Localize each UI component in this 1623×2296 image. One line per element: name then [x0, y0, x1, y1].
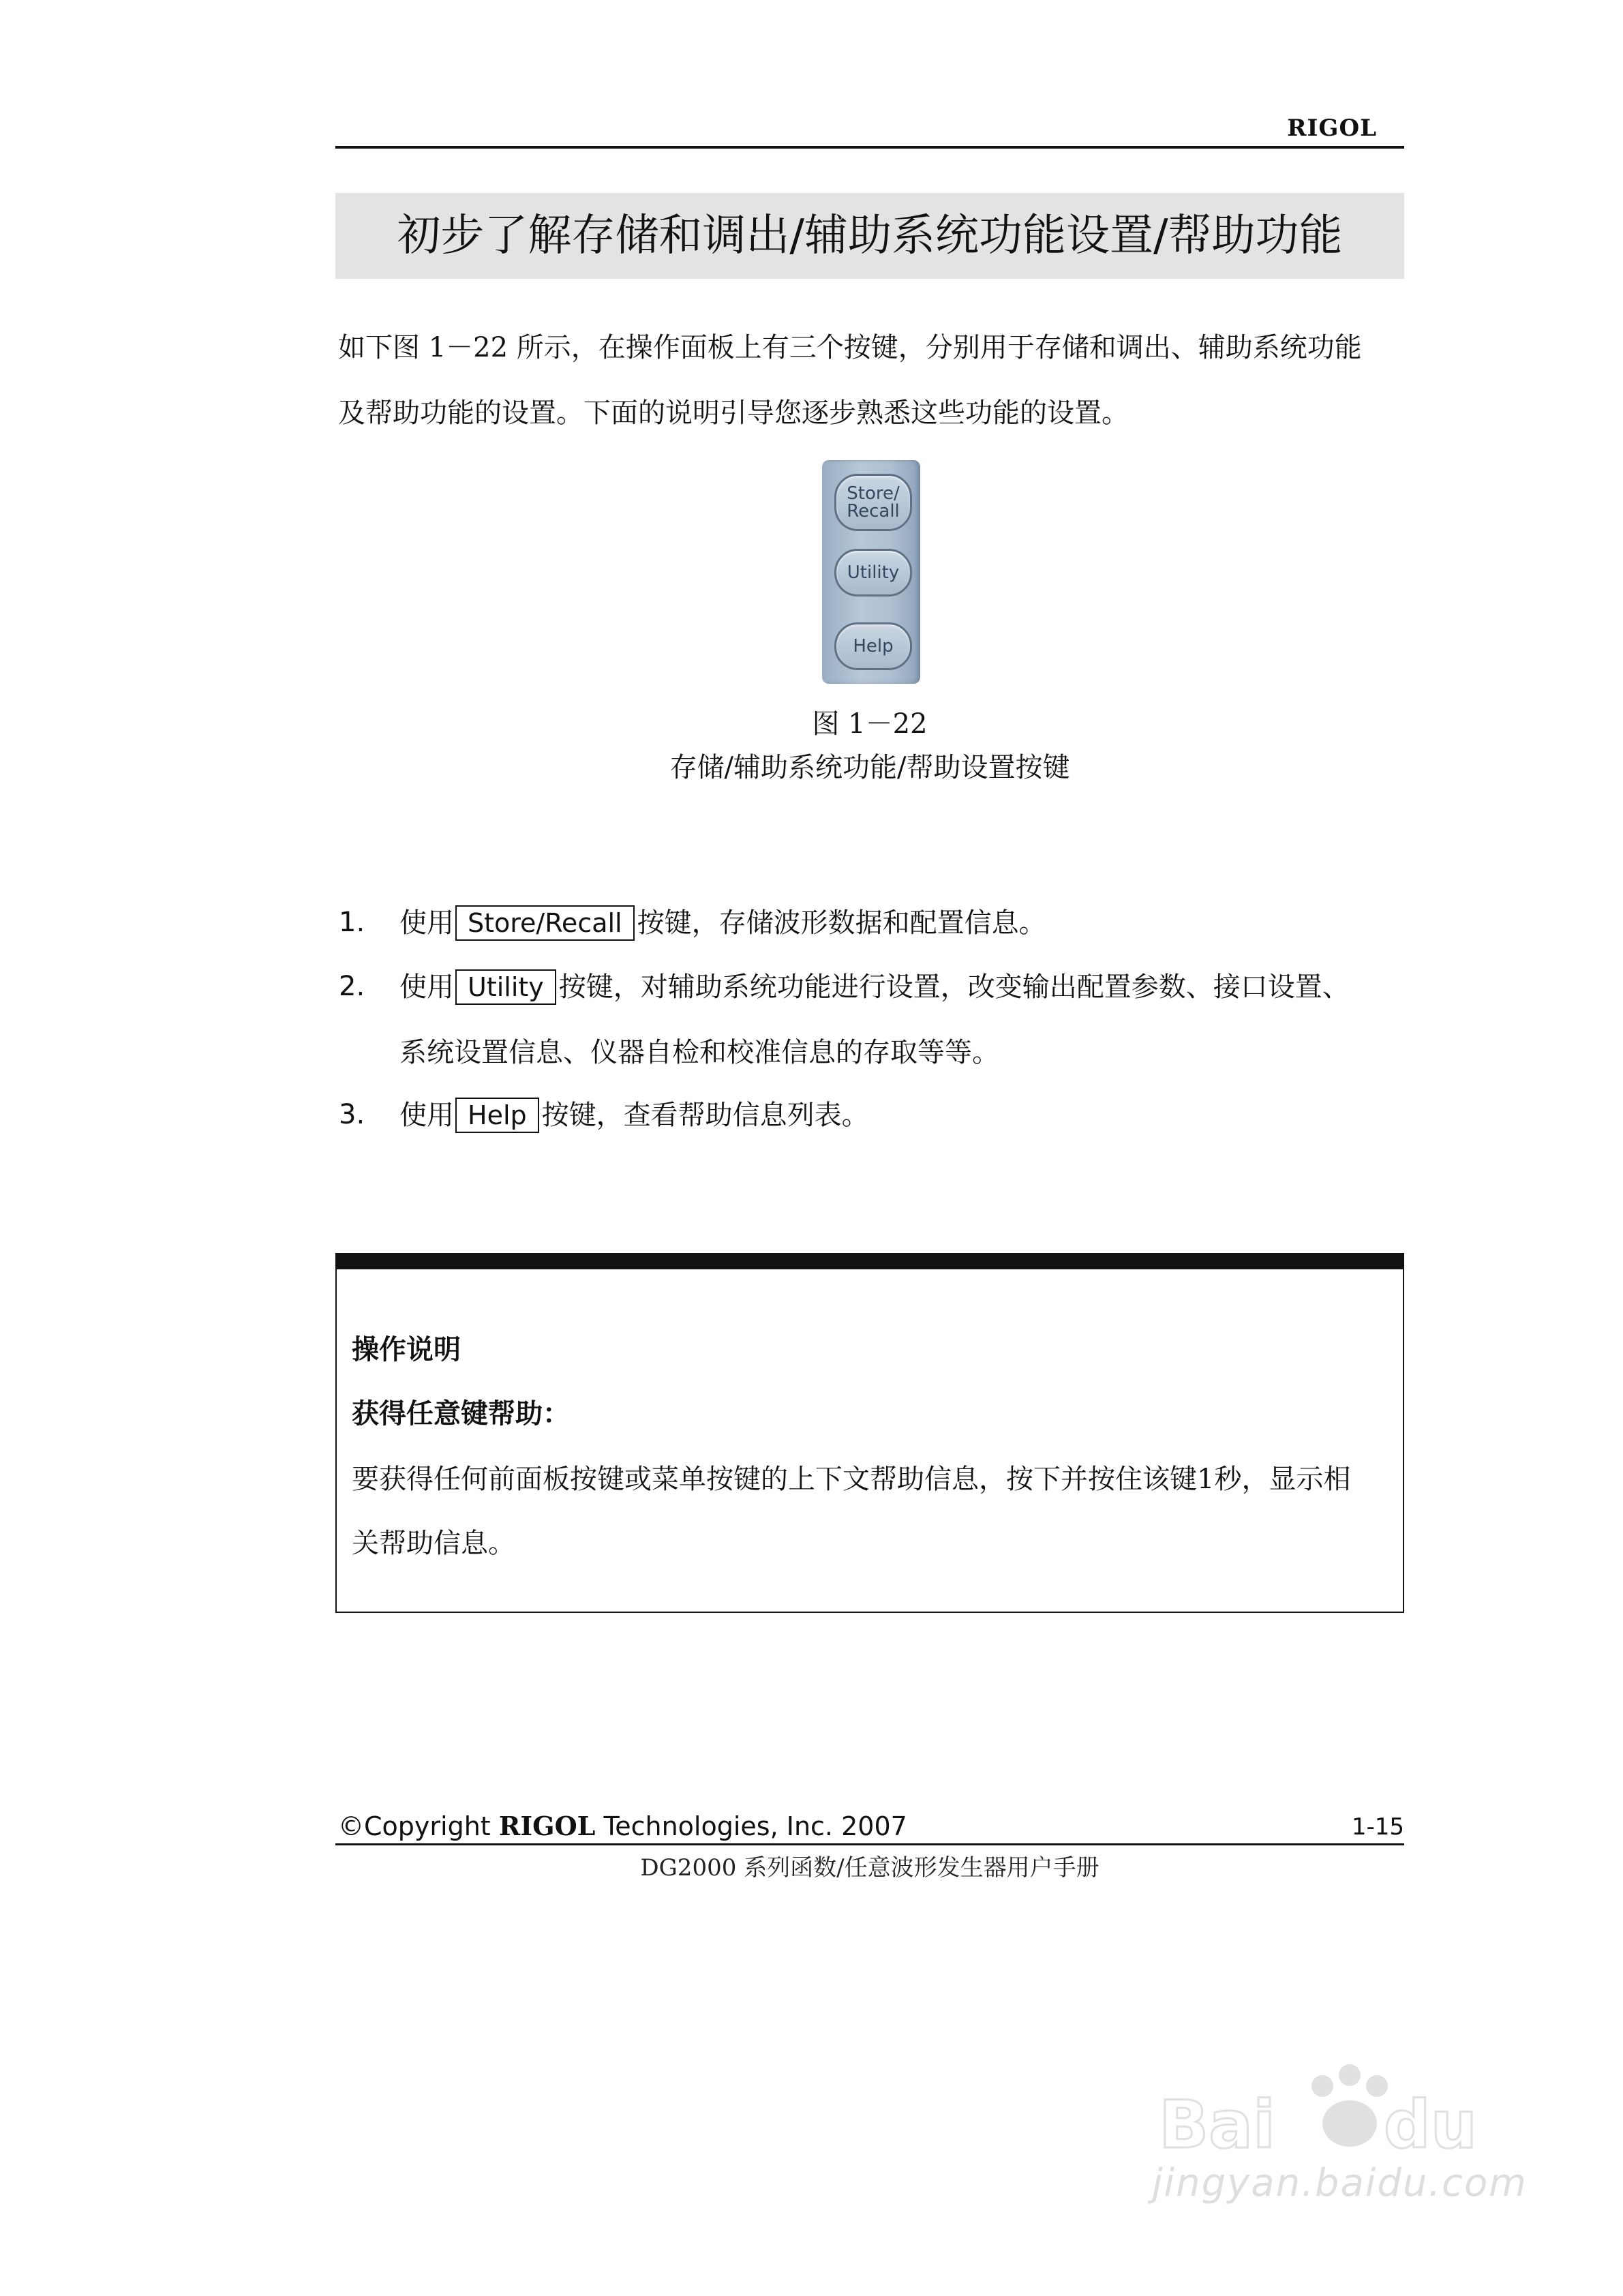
- step-3: [399, 1096, 869, 1134]
- section-title: 初步了解存储和调出/辅助系统功能设置/帮助功能: [397, 211, 1343, 261]
- note-subheading: 获得任意键帮助：: [352, 1398, 570, 1430]
- note-line-2: 关帮助信息。: [352, 1528, 515, 1559]
- step-3-prefix: 使用: [399, 1100, 454, 1131]
- footer-brand: RIGOL: [498, 1811, 596, 1841]
- footer-copyright-prefix: ©Copyright: [338, 1811, 499, 1841]
- help-key-ref: Help: [455, 1098, 539, 1133]
- step-3-number: 3.: [339, 1099, 365, 1130]
- figure-caption: 存储/辅助系统功能/帮助设置按键: [669, 752, 1070, 783]
- step-1-prefix: 使用: [399, 907, 454, 939]
- utility-key-label: Utility: [847, 562, 900, 583]
- footer-copyright-suffix: Technologies, Inc. 2007: [595, 1811, 907, 1841]
- help-key: [834, 622, 912, 670]
- step-1-number: 1.: [339, 907, 365, 938]
- step-3-text: 按键，查看帮助信息列表。: [541, 1100, 869, 1131]
- intro-line-1: 如下图 1－22 所示，在操作面板上有三个按键，分别用于存储和调出、辅助系统功能: [338, 332, 1362, 363]
- utility-key-ref: Utility: [455, 969, 556, 1005]
- front-panel-keys-figure: [822, 460, 920, 684]
- section-title-bar: [335, 193, 1404, 279]
- watermark-url: jingyan.baidu.com: [1152, 2161, 1528, 2205]
- page-number: 1-15: [1351, 1813, 1404, 1841]
- help-key-label: Help: [853, 636, 894, 656]
- note-line-1: 要获得任何前面板按键或菜单按键的上下文帮助信息，按下并按住该键1秒，显示相: [352, 1464, 1351, 1495]
- step-2-prefix: 使用: [399, 971, 454, 1003]
- footer-subtitle: DG2000 系列函数/任意波形发生器用户手册: [640, 1854, 1099, 1882]
- header-rule: [335, 146, 1404, 149]
- store-recall-key-ref: Store/Recall: [455, 905, 635, 941]
- note-heading: 操作说明: [352, 1333, 461, 1365]
- store-recall-key-line-2: Recall: [847, 501, 900, 522]
- note-header-bar: [335, 1253, 1404, 1269]
- figure-number: 图 1－22: [812, 708, 928, 740]
- step-2-continuation: 系统设置信息、仪器自检和校准信息的存取等等。: [399, 1037, 999, 1068]
- svg-text:du: du: [1384, 2087, 1478, 2161]
- step-2: [399, 968, 1350, 1006]
- footer-copyright: [338, 1811, 907, 1841]
- utility-key: [834, 549, 912, 596]
- step-1-text: 按键，存储波形数据和配置信息。: [637, 907, 1046, 939]
- note-box: [335, 1268, 1404, 1613]
- store-recall-key-line-1: Store/: [847, 483, 900, 504]
- footer-rule: [335, 1843, 1404, 1845]
- store-recall-key: [834, 474, 912, 531]
- header-brand: RIGOL: [1287, 115, 1377, 142]
- svg-text:Bai: Bai: [1159, 2087, 1275, 2161]
- step-1: [399, 904, 1046, 942]
- baidu-watermark: [1152, 2059, 1534, 2263]
- step-2-number: 2.: [339, 971, 365, 1002]
- baidu-paw-icon: [1152, 2059, 1534, 2161]
- intro-line-2: 及帮助功能的设置。下面的说明引导您逐步熟悉这些功能的设置。: [338, 397, 1129, 429]
- step-2-text: 按键，对辅助系统功能进行设置，改变输出配置参数、接口设置、: [558, 971, 1350, 1003]
